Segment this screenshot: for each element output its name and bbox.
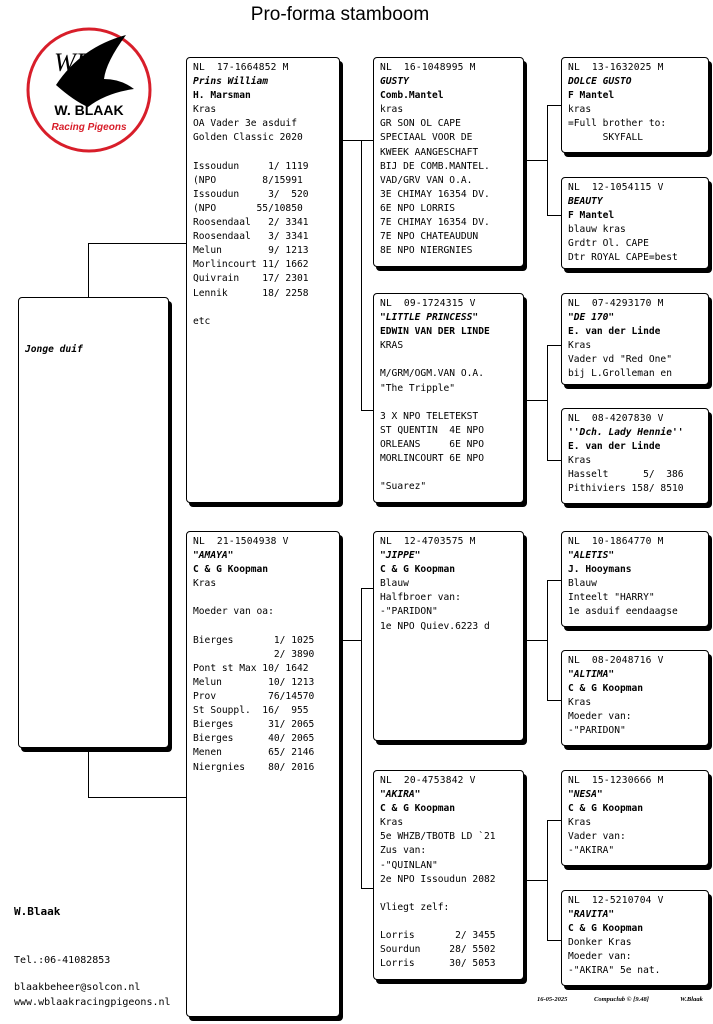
wblaak-logo <box>26 27 152 153</box>
great-grandparent-card <box>561 890 709 986</box>
ring-number: NL 13-1632025 M <box>568 62 664 73</box>
info-line: Halfbroer van: <box>380 592 461 604</box>
breeder-name: E. van der Linde <box>568 441 661 453</box>
pigeon-name: "DE 170" <box>568 312 615 324</box>
info-line: Bierges 1/ 1025 <box>193 634 315 646</box>
pigeon-name: Prins William <box>193 76 269 88</box>
info-line: Kras <box>193 104 217 116</box>
info-line: -"AKIRA" <box>568 845 615 857</box>
connector <box>547 345 548 460</box>
info-line <box>380 396 517 410</box>
info-line: 7E NPO CHATEAUDUN <box>380 231 479 243</box>
connector <box>527 160 547 161</box>
breeder-name: F Mantel <box>568 210 615 222</box>
connector <box>343 640 361 641</box>
info-line: SPECIAAL VOOR DE <box>380 132 473 144</box>
ring-number: NL 12-4703575 M <box>380 536 476 547</box>
pigeon-name: "RAVITA" <box>568 909 615 921</box>
info-line: Bierges 31/ 2065 <box>193 719 315 731</box>
logo-tagline: Racing Pigeons <box>51 122 127 133</box>
pigeon-name: DOLCE GUSTO <box>568 76 632 88</box>
info-line: M/GRM/OGM.VAN O.A. <box>380 368 484 380</box>
pigeon-name: "ALTIMA" <box>568 669 615 681</box>
ring-number: NL 21-1504938 V <box>193 536 289 547</box>
connector <box>547 940 562 941</box>
info-line: -"PARIDON" <box>380 606 438 618</box>
info-line: Kras <box>568 697 592 709</box>
info-line: Moeder van oa: <box>193 606 274 618</box>
connector <box>88 243 188 244</box>
info-line: Bierges 40/ 2065 <box>193 733 315 745</box>
connector <box>547 700 562 701</box>
info-line <box>193 591 333 605</box>
ring-number: NL 16-1048995 M <box>380 62 476 73</box>
info-line: BIJ DE COMB.MANTEL. <box>380 160 490 172</box>
info-line <box>193 620 333 634</box>
info-line: Golden Classic 2020 <box>193 132 303 144</box>
info-line: -"AKIRA" 5e nat. <box>568 965 661 977</box>
logo-brand: W. BLAAK <box>54 102 124 118</box>
info-line: (NPO 55/10850 <box>193 202 303 214</box>
pigeon-name: "NESA" <box>568 789 603 801</box>
info-line: Issoudun 1/ 1119 <box>193 160 309 172</box>
info-line: 7E CHIMAY 16354 DV. <box>380 217 490 229</box>
info-line: Melun 10/ 1213 <box>193 676 315 688</box>
ring-number: NL 15-1230666 M <box>568 775 664 786</box>
info-line: bij L.Grolleman en <box>568 368 672 380</box>
info-line: 1e asduif eendaagse <box>568 606 678 618</box>
pigeon-name: ''Dch. Lady Hennie'' <box>568 427 684 439</box>
info-line: Vader vd "Red One" <box>568 354 672 366</box>
info-line: Prov 76/14570 <box>193 691 315 703</box>
granddam-paternal-card <box>373 293 524 503</box>
info-line: Vliegt zelf: <box>380 901 450 913</box>
info-line: kras <box>380 104 404 116</box>
subject-card <box>18 297 169 748</box>
great-grandparent-card <box>561 57 709 153</box>
breeder-name: Comb.Mantel <box>380 90 444 102</box>
info-line: "Suarez" <box>380 481 427 493</box>
info-line: Kras <box>380 817 404 829</box>
connector <box>547 460 562 461</box>
info-line: Blauw <box>568 578 597 590</box>
page-title: Pro-forma stamboom <box>250 4 430 25</box>
ring-number: NL 20-4753842 V <box>380 775 476 786</box>
info-line: 3 X NPO TELETEKST <box>380 410 479 422</box>
info-line: Quivrain 17/ 2301 <box>193 273 309 285</box>
info-line: Zus van: <box>380 845 427 857</box>
info-line: 2/ 3890 <box>193 648 315 660</box>
info-line: "The Tripple" <box>380 382 456 394</box>
info-line: Dtr ROYAL CAPE=best <box>568 252 678 264</box>
connector <box>547 820 562 821</box>
author-credit: W.Blaak <box>680 996 703 1003</box>
connector <box>361 140 362 410</box>
info-line <box>193 146 333 160</box>
info-line: 6E NPO LORRIS <box>380 202 456 214</box>
grandsire-maternal-card <box>373 531 524 741</box>
info-line: MORLINCOURT 6E NPO <box>380 453 484 465</box>
pigeon-name: BEAUTY <box>568 196 603 208</box>
sire-card <box>186 57 340 503</box>
info-line: Inteelt "HARRY" <box>568 592 655 604</box>
breeder-name: C & G Koopman <box>568 923 644 935</box>
info-line: Lorris 2/ 3455 <box>380 930 496 942</box>
great-grandparent-card <box>561 770 709 866</box>
info-line: Sourdun 28/ 5502 <box>380 944 496 956</box>
footer-name: W.Blaak <box>14 905 61 918</box>
logo-monogram: WB <box>54 48 92 77</box>
ring-number: NL 17-1664852 M <box>193 62 289 73</box>
connector <box>343 140 361 141</box>
footer-phone: Tel.:06-41082853 <box>14 955 111 966</box>
connector <box>547 105 548 215</box>
info-line: Grdtr Ol. CAPE <box>568 238 649 250</box>
info-line: 8E NPO NIERGNIES <box>380 245 473 257</box>
info-line: Kras <box>568 455 592 467</box>
connector <box>527 640 547 641</box>
info-line: blauw kras <box>568 224 626 236</box>
info-line: GR SON OL CAPE <box>380 118 461 130</box>
info-line: 5e WHZB/TBOTB LD `21 <box>380 831 496 843</box>
connector <box>547 580 548 700</box>
footer-website[interactable]: www.wblaakracingpigeons.nl <box>14 997 171 1008</box>
ring-number: NL 12-5210704 V <box>568 895 664 906</box>
breeder-name: EDWIN VAN DER LINDE <box>380 326 490 338</box>
info-line: etc <box>193 315 211 327</box>
info-line: Lorris 30/ 5053 <box>380 958 496 970</box>
connector <box>547 105 562 106</box>
footer-email[interactable]: blaakbeheer@solcon.nl <box>14 982 141 993</box>
info-line <box>380 915 517 929</box>
pigeon-name: "AMAYA" <box>193 550 234 562</box>
breeder-name: C & G Koopman <box>568 803 644 815</box>
info-line: VAD/GRV VAN O.A. <box>380 174 473 186</box>
info-line: 2e NPO Issoudun 2082 <box>380 873 496 885</box>
info-line: Vader van: <box>568 831 626 843</box>
ring-number: NL 09-1724315 V <box>380 298 476 309</box>
pigeon-name: GUSTY <box>380 76 409 88</box>
subject-label: Jonge duif <box>25 344 83 356</box>
connector <box>547 580 562 581</box>
info-line: ORLEANS 6E NPO <box>380 438 484 450</box>
info-line: Kras <box>193 578 217 590</box>
info-line: KWEEK AANGESCHAFT <box>380 146 479 158</box>
ring-number: NL 12-1054115 V <box>568 182 664 193</box>
connector <box>547 215 562 216</box>
connector <box>88 243 89 297</box>
ring-number: NL 10-1864770 M <box>568 536 664 547</box>
info-line: St Souppl. 16/ 955 <box>193 705 309 717</box>
great-grandparent-card <box>561 408 709 504</box>
info-line: =Full brother to: <box>568 118 667 130</box>
software-credit: Compuclub © [9.48] <box>594 996 649 1003</box>
info-line: 1e NPO Quiev.6223 d <box>380 620 490 632</box>
connector <box>527 880 547 881</box>
info-line: Niergnies 80/ 2016 <box>193 761 315 773</box>
pigeon-name: "LITTLE PRINCESS" <box>380 312 479 324</box>
breeder-name: C & G Koopman <box>380 803 456 815</box>
info-line: 3E CHIMAY 16354 DV. <box>380 188 490 200</box>
info-line: Pont st Max 10/ 1642 <box>193 662 309 674</box>
info-line: -"QUINLAN" <box>380 859 438 871</box>
info-line: (NPO 8/15991 <box>193 174 303 186</box>
breeder-name: J. Hooymans <box>568 564 632 576</box>
info-line <box>380 353 517 367</box>
info-line: Hasselt 5/ 386 <box>568 469 684 481</box>
info-line: Roosendaal 3/ 3341 <box>193 231 309 243</box>
info-line: Kras <box>568 817 592 829</box>
info-line <box>380 887 517 901</box>
pigeon-name: "JIPPE" <box>380 550 421 562</box>
connector <box>88 797 188 798</box>
info-line: Roosendaal 2/ 3341 <box>193 217 309 229</box>
info-line: Menen 65/ 2146 <box>193 747 315 759</box>
info-line: ST QUENTIN 4E NPO <box>380 424 484 436</box>
info-line <box>193 301 333 315</box>
info-line: Kras <box>568 340 592 352</box>
breeder-name: E. van der Linde <box>568 326 661 338</box>
breeder-name: C & G Koopman <box>380 564 456 576</box>
info-line: kras <box>568 104 592 116</box>
info-line: Melun 9/ 1213 <box>193 245 309 257</box>
connector <box>547 345 562 346</box>
info-line: Lennik 18/ 2258 <box>193 287 309 299</box>
print-date: 16-05-2025 <box>537 996 568 1003</box>
info-line <box>380 466 517 480</box>
grandsire-paternal-card <box>373 57 524 267</box>
connector <box>527 400 547 401</box>
great-grandparent-card <box>561 177 709 269</box>
breeder-name: F Mantel <box>568 90 615 102</box>
info-line: SKYFALL <box>568 132 644 144</box>
great-grandparent-card <box>561 293 709 385</box>
info-line: Issoudun 3/ 520 <box>193 188 309 200</box>
great-grandparent-card <box>561 531 709 627</box>
info-line: Moeder van: <box>568 951 632 963</box>
breeder-name: H. Marsman <box>193 90 251 102</box>
info-line: Pithiviers 158/ 8510 <box>568 483 684 495</box>
breeder-name: C & G Koopman <box>193 564 269 576</box>
pigeon-name: "ALETIS" <box>568 550 615 562</box>
info-line: Donker Kras <box>568 937 632 949</box>
info-line: Moeder van: <box>568 711 632 723</box>
connector <box>361 588 362 888</box>
granddam-maternal-card <box>373 770 524 980</box>
connector <box>547 820 548 940</box>
info-line: Morlincourt 11/ 1662 <box>193 259 309 271</box>
great-grandparent-card <box>561 650 709 746</box>
ring-number: NL 08-2048716 V <box>568 655 664 666</box>
pigeon-name: "AKIRA" <box>380 789 421 801</box>
dam-card <box>186 531 340 1017</box>
info-line: Blauw <box>380 578 409 590</box>
ring-number: NL 08-4207830 V <box>568 413 664 424</box>
info-line: KRAS <box>380 340 404 352</box>
info-line: OA Vader 3e asduif <box>193 118 297 130</box>
info-line: -"PARIDON" <box>568 725 626 737</box>
breeder-name: C & G Koopman <box>568 683 644 695</box>
ring-number: NL 07-4293170 M <box>568 298 664 309</box>
connector <box>88 748 89 798</box>
